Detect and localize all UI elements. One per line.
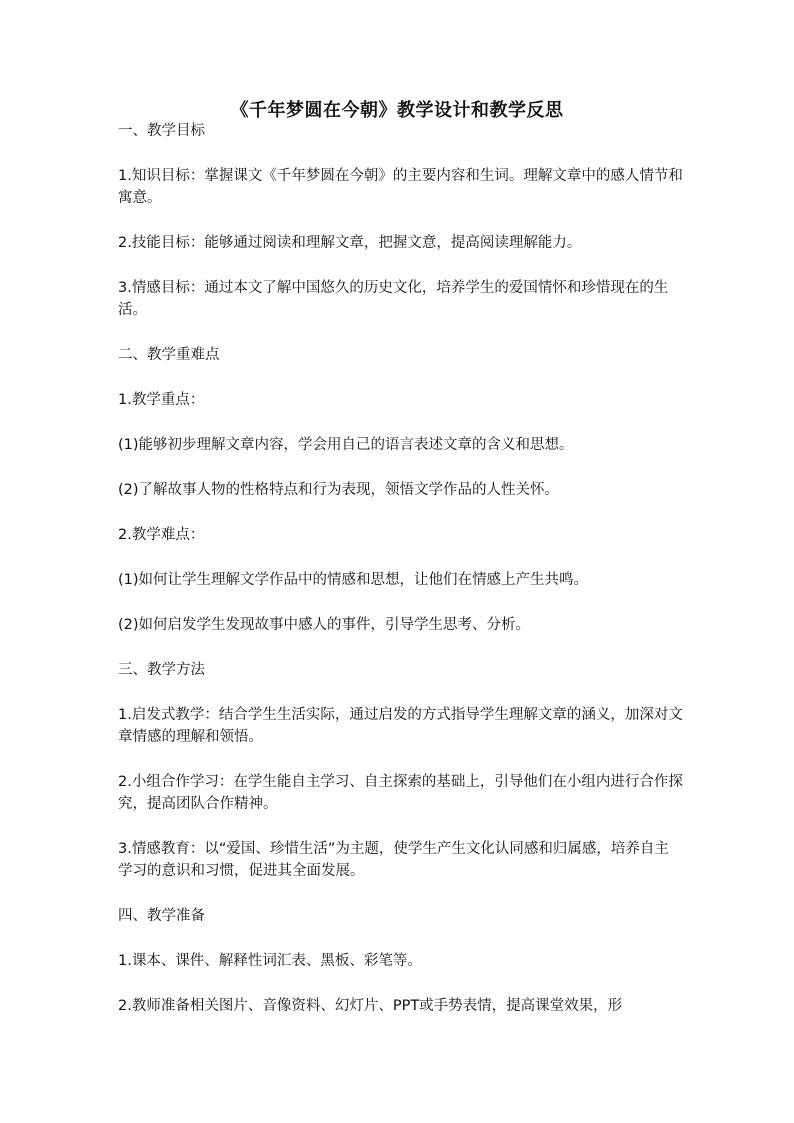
section-heading: 一、教学目标	[118, 123, 205, 139]
section-heading: 四、教学准备	[118, 908, 205, 924]
paragraph: 2.教学难点：	[118, 527, 205, 543]
paragraph: 1.启发式教学：结合学生生活实际，通过启发的方式指导学生理解文章的涵义，加深对文章情感的理解和领悟。	[118, 707, 683, 745]
document-title: 《千年梦圆在今朝》教学设计和教学反思	[230, 100, 564, 121]
paragraph: 1.课本、课件、解释性词汇表、黑板、彩笔等。	[118, 953, 422, 969]
section-heading: 二、教学重难点	[118, 347, 220, 363]
paragraph: (2)如何启发学生发现故事中感人的事件，引导学生思考、分析。	[118, 617, 531, 633]
paragraph: (1)如何让学生理解文学作品中的情感和思想，让他们在情感上产生共鸣。	[118, 572, 589, 588]
document-body	[118, 120, 683, 1040]
paragraph: 3.情感目标：通过本文了解中国悠久的历史文化，培养学生的爱国情怀和珍惜现在的生活。	[118, 280, 669, 318]
paragraph: 2.小组合作学习：在学生能自主学习、自主探索的基础上，引导他们在小组内进行合作探究，提高团队合作精神。	[118, 774, 683, 812]
paragraph: 2.技能目标：能够通过阅读和理解文章，把握文意，提高阅读理解能力。	[118, 235, 582, 251]
paragraph: (2)了解故事人物的性格特点和行为表现，领悟文学作品的人性关怀。	[118, 482, 560, 498]
paragraph: 2.教师准备相关图片、音像资料、幻灯片、PPT或手势表情，提高课堂效果，形	[118, 998, 623, 1014]
paragraph: (1)能够初步理解文章内容，学会用自己的语言表述文章的含义和思想。	[118, 437, 574, 453]
paragraph: 1.知识目标：掌握课文《千年梦圆在今朝》的主要内容和生词。理解文章中的感人情节和寓意。	[118, 168, 683, 206]
paragraph: 1.教学重点：	[118, 392, 205, 408]
paragraph: 3.情感教育：以“爱国、珍惜生活”为主题，使学生产生文化认同感和归属感，培养自主学习的意识和习惯，促进其全面发展。	[118, 841, 669, 879]
section-heading: 三、教学方法	[118, 662, 205, 678]
